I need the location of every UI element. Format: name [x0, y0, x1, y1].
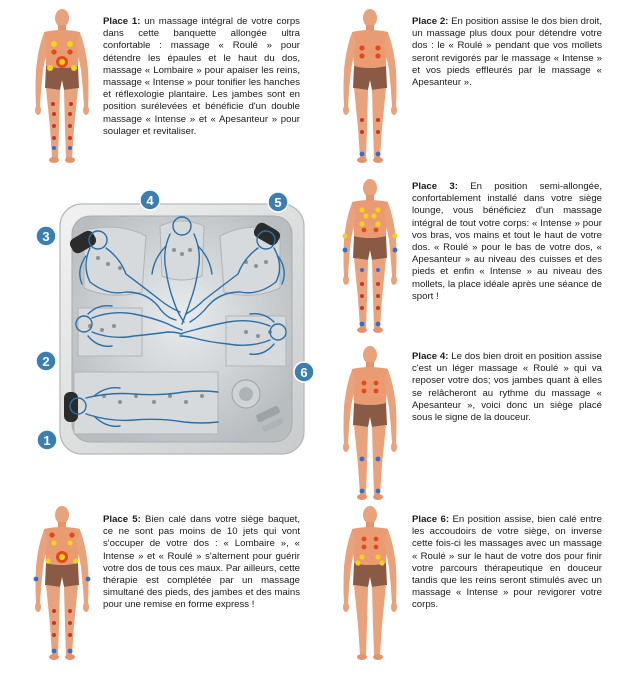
bottom-fade	[0, 690, 634, 700]
place-5-description	[103, 514, 300, 612]
place-3-label: Place 3:	[412, 181, 458, 192]
place-4-text: Le dos bien droit en position assise c'est un léger massage « Roulé » qui va reposer votre dos; vos jambes quant à elles se relâcheront au rythme du massage « Apesanteur », voici donc un siège placé sous le signe de la douceur.	[412, 351, 602, 424]
badge-6-label: 6	[300, 365, 308, 380]
place-4-description	[412, 351, 602, 424]
spa-top-view	[42, 193, 312, 460]
figure-place-2	[340, 8, 400, 168]
badge-1	[37, 430, 57, 450]
place-1-description	[103, 16, 300, 138]
place-1-label: Place 1:	[103, 16, 141, 27]
badge-3-label: 3	[42, 229, 50, 244]
headrest-1	[64, 392, 78, 422]
badge-6	[294, 362, 314, 382]
place-5-text: Bien calé dans votre siège baquet, ce ne sont pas moins de 10 jets qui vont s'occuper de votre dos : « Lombaire », « Intense » et « Roulé » s'alternent pour guérir votre dos de tous ces maux. Par ailleurs, cette thérapie est complétée par un massage simultané des pieds, des jambes et des mains pour une remise en forme express !	[103, 514, 300, 611]
place-2-text: En position assise le dos bien droit, un massage plus doux pour détendre votre dos : le « Roulé » pendant que vos mollets seront revigorés par le massage « Intense » et vos pieds effleurés par le massage « Apesanteur ».	[412, 16, 602, 89]
place-3-text: En position semi-allongée, confortablement installé dans votre siège lounge, vous bénéficiez d'un massage intégral de tout votre corps: « Intense » pour vos bras, vos mains et tout le haut de votre dos. « Roulé » pour le bas de votre dos, « Apesanteur » au niveau des cuisses et des pieds et enfin « Intense » au niveau des mollets, la place idéale après une séance de sport !	[412, 181, 602, 302]
place-2-label: Place 2:	[412, 16, 449, 27]
badge-5	[268, 192, 288, 212]
figure-place-1	[32, 8, 92, 168]
badge-4-label: 4	[146, 193, 154, 208]
place-6-text: En position assise, bien calé entre les accoudoirs de votre siège, on inverse cette fois-ci les massages avec un massage « Roulé » sur le haut de votre dos pour finir votre parcours thérapeutique en douceur tandis que les reins seront stimulés avec un massage « Intense » pour revigorer votre corps.	[412, 514, 602, 611]
place-2-description	[412, 16, 602, 89]
place-5-label: Place 5:	[103, 514, 141, 525]
figure-place-5	[32, 505, 92, 665]
place-1-text: un massage intégral de votre corps dans cette banquette allongée ultra confortable : massage « Roulé » pour détendre les épaules et le haut du dos, massage « Lombaire » pour apaiser les reins, massage « Intense » pour tonifier les hanches et réflexologie plantaire. Les jambes sont en position surélevées et bénéficie d'un double massage « Intense » et « Apesanteur » pour soulager et revitaliser.	[103, 16, 300, 137]
badge-1-label: 1	[43, 433, 51, 448]
place-6-label: Place 6:	[412, 514, 450, 525]
badge-3	[36, 226, 56, 246]
badge-2-label: 2	[42, 354, 50, 369]
place-4-label: Place 4:	[412, 351, 449, 362]
figure-place-3	[340, 178, 400, 338]
place-6-description	[412, 514, 602, 612]
badge-5-label: 5	[274, 195, 282, 210]
place-3-description	[412, 181, 602, 303]
badge-4	[140, 190, 160, 210]
figure-place-4	[340, 345, 400, 505]
figure-place-6	[340, 505, 400, 665]
badge-2	[36, 351, 56, 371]
